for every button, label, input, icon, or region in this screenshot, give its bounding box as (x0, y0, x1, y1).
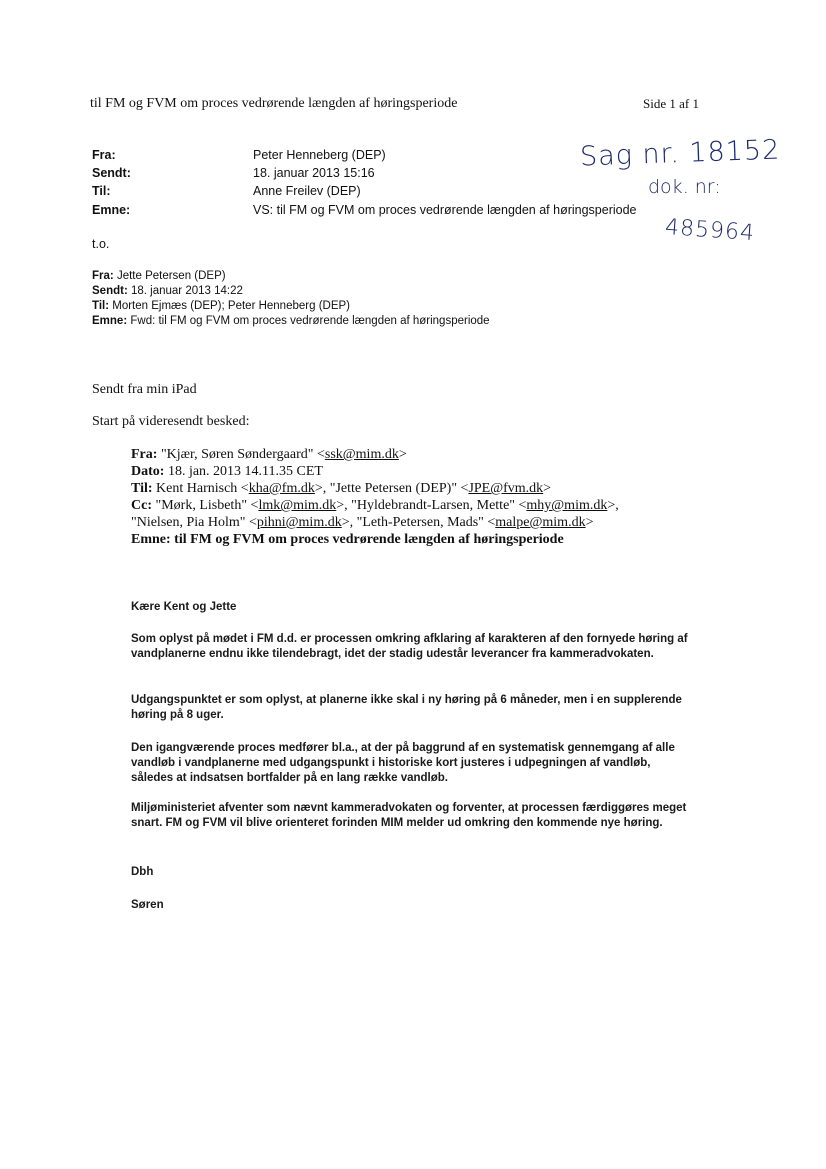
handwritten-doc-label: dok. nr: (648, 176, 721, 198)
fwd-to-line: Til: Morten Ejmæs (DEP); Peter Henneberg (DEP) (92, 300, 350, 312)
orig-date-line: Dato: 18. jan. 2013 14.11.35 CET (131, 464, 323, 479)
fwd-from-line: Fra: Jette Petersen (DEP) (92, 270, 226, 282)
page-header-subject: til FM og FVM om proces vedrørende længden af høringsperiode (90, 96, 458, 111)
outer-sent-label: Sendt: (92, 166, 131, 180)
outer-body-text: t.o. (92, 237, 110, 251)
signature: Søren (131, 899, 164, 911)
orig-from-line: Fra: "Kjær, Søren Søndergaard" <ssk@mim.dk> (131, 447, 407, 462)
body-paragraph-2: Udgangspunktet er som oplyst, at planerne ikke skal i ny høring på 6 måneder, men i en supplerende høring på 8 uger. (131, 694, 682, 721)
outer-to-label: Til: (92, 184, 111, 198)
outer-sent-value: 18. januar 2013 15:16 (253, 166, 375, 180)
email-link[interactable]: mhy@mim.dk (526, 498, 608, 513)
ipad-note: Sendt fra min iPad (92, 382, 197, 397)
outer-subject-label: Emne: (92, 203, 131, 217)
page-number: Side 1 af 1 (643, 96, 699, 111)
email-link[interactable]: ssk@mim.dk (324, 447, 399, 462)
handwritten-doc-number: 485964 (664, 214, 756, 247)
orig-to-line: Til: Kent Harnisch <kha@fm.dk>, "Jette Petersen (DEP)" <JPE@fvm.dk> (131, 481, 552, 496)
orig-subject-line: Emne: til FM og FVM om proces vedrørende længden af høringsperiode (131, 532, 564, 547)
greeting: Kære Kent og Jette (131, 601, 237, 613)
body-paragraph-4: Miljøministeriet afventer som nævnt kammeradvokaten og forventer, at processen færdiggøres meget snart. FM og FVM vil blive orienteret forinden MIM melder ud omkring den kommende nye høring. (131, 802, 687, 829)
outer-to-value: Anne Freilev (DEP) (253, 184, 361, 198)
body-paragraph-3: Den igangværende proces medfører bl.a., at der på baggrund af en systematisk gennemgang af alle vandløb i vandplanerne med udgangspunkt i historiske kort justeres i udpegningen af vandløb, således at indsatsen bortfalder på en lang række vandløb. (131, 742, 675, 784)
body-paragraph-1: Som oplyst på mødet i FM d.d. er processen omkring afklaring af karakteren af den fornyede høring af vandplanerne endnu ikke tilendebragt, idet der stadig udestår leverancer fra kammeradvokaten. (131, 633, 688, 660)
orig-cc-line-2: "Nielsen, Pia Holm" <pihni@mim.dk>, "Leth-Petersen, Mads" <malpe@mim.dk> (131, 515, 594, 530)
email-link[interactable]: malpe@mim.dk (495, 515, 586, 530)
orig-cc-line-1: Cc: "Mørk, Lisbeth" <lmk@mim.dk>, "Hyldebrandt-Larsen, Mette" <mhy@mim.dk>, (131, 498, 619, 513)
outer-from-label: Fra: (92, 148, 116, 162)
email-link[interactable]: lmk@mim.dk (258, 498, 337, 513)
email-link[interactable]: kha@fm.dk (248, 481, 315, 496)
closing: Dbh (131, 866, 154, 878)
email-link[interactable]: JPE@fvm.dk (468, 481, 544, 496)
handwritten-case-number: Sag nr. 18152 (579, 134, 781, 173)
fwd-sent-line: Sendt: 18. januar 2013 14:22 (92, 285, 243, 297)
fwd-subject-line: Emne: Fwd: til FM og FVM om proces vedrørende længden af høringsperiode (92, 315, 490, 327)
outer-subject-value: VS: til FM og FVM om proces vedrørende længden af høringsperiode (253, 203, 637, 217)
forward-intro: Start på videresendt besked: (92, 414, 250, 429)
outer-from-value: Peter Henneberg (DEP) (253, 148, 386, 162)
email-link[interactable]: pihni@mim.dk (256, 515, 342, 530)
